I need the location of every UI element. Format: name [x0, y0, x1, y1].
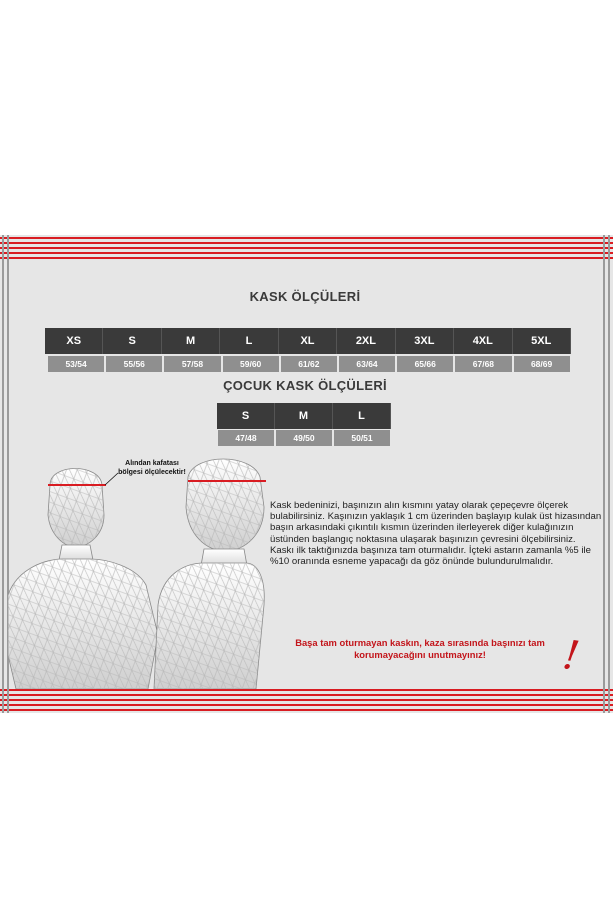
size-label: 5XL — [513, 328, 571, 354]
child-measure-row — [218, 430, 392, 446]
callout-pointer — [105, 473, 118, 485]
head-circumference-cm: 59/60 — [223, 356, 279, 372]
exclamation-icon: ! — [559, 632, 583, 680]
size-label: 3XL — [396, 328, 454, 354]
size-chart-panel — [0, 235, 613, 713]
adult-size-title: KASK ÖLÇÜLERİ — [249, 289, 361, 304]
head-circumference-cm: 53/54 — [48, 356, 104, 372]
size-label: XS — [45, 328, 103, 354]
head-circumference-cm: 65/66 — [397, 356, 453, 372]
right-border-lines — [601, 235, 613, 713]
head-circumference-cm: 61/62 — [281, 356, 337, 372]
size-label: S — [217, 403, 275, 429]
size-label: 4XL — [454, 328, 512, 354]
size-label: M — [275, 403, 333, 429]
head-circumference-cm: 49/50 — [276, 430, 332, 446]
head-circumference-cm: 55/56 — [106, 356, 162, 372]
back-figure — [154, 459, 266, 689]
size-label: L — [333, 403, 391, 429]
head-circumference-cm: 47/48 — [218, 430, 274, 446]
size-label: L — [220, 328, 278, 354]
head-circumference-cm: 67/68 — [455, 356, 511, 372]
size-label: S — [103, 328, 161, 354]
head-measurement-illustration — [8, 455, 276, 689]
top-red-stripes — [0, 235, 613, 261]
head-circumference-cm: 50/51 — [334, 430, 390, 446]
size-label: 2XL — [337, 328, 395, 354]
size-label: M — [162, 328, 220, 354]
measurement-description — [270, 500, 605, 567]
description-paragraph-1: Kask bedeninizi, başınızın alın kısmını yatay olarak çepeçevre ölçerek bulabilirsiniz. Kaşınızın yaklaşık 1 cm üzerinden başlayıp kulak üst hizasından başın arkasındaki çıkıntılı kısmın üzerinden ilerleyerek diğer kulağınızın üstünden başlangıç noktasına ulaşarak başınızın çevresini ölçebilirsiniz. — [270, 500, 602, 545]
measurement-callout: Alından kafatası bölgesi ölçülecektir! — [118, 460, 186, 476]
adult-size-header-row — [45, 328, 571, 354]
mesh-figures-svg — [8, 455, 276, 689]
adult-measure-row — [48, 356, 572, 372]
description-paragraph-2: Kaskı ilk taktığınızda başınıza tam oturmalıdır. İçteki astarın zamanla %5 ile %10 oranında esneme yapacağı da göz önünde bulundurulmalıdır. — [270, 544, 592, 568]
fit-warning: Başa tam oturmayan kaskın, kaza sırasında başınızı tam korumayacağını unutmayınız! — [295, 637, 545, 660]
head-circumference-cm: 57/58 — [164, 356, 220, 372]
child-size-title: ÇOCUK KASK ÖLÇÜLERİ — [223, 378, 387, 393]
front-figure — [8, 469, 158, 690]
head-circumference-cm: 63/64 — [339, 356, 395, 372]
size-label: XL — [279, 328, 337, 354]
bottom-red-stripes — [0, 687, 613, 713]
head-circumference-cm: 68/69 — [514, 356, 570, 372]
child-size-header-row — [217, 403, 391, 429]
